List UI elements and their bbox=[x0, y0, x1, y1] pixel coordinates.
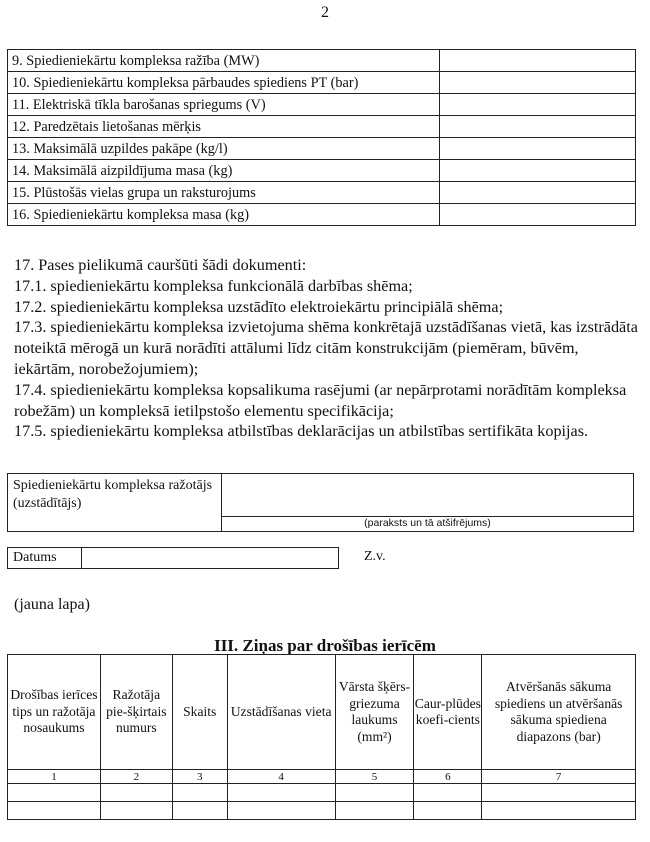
passport-row bbox=[8, 50, 636, 72]
passport-row-value[interactable] bbox=[440, 116, 636, 138]
table-cell[interactable] bbox=[100, 784, 172, 802]
table-cell[interactable] bbox=[414, 802, 482, 820]
section-title: III. Ziņas par drošības ierīcēm bbox=[214, 636, 436, 655]
passport-row-label: 11. Elektriskā tīkla barošanas spriegums (V) bbox=[8, 94, 440, 116]
table-cell[interactable] bbox=[227, 802, 335, 820]
passport-row bbox=[8, 160, 636, 182]
table-cell[interactable] bbox=[482, 784, 636, 802]
passport-row bbox=[8, 94, 636, 116]
col-header-quantity: Skaits bbox=[172, 655, 227, 770]
passport-row-value[interactable] bbox=[440, 72, 636, 94]
new-page-note: (jauna lapa) bbox=[14, 596, 90, 613]
table-cell[interactable] bbox=[172, 802, 227, 820]
date-field[interactable] bbox=[82, 548, 339, 569]
passport-row-label: 16. Spiedieniekārtu kompleksa masa (kg) bbox=[8, 204, 440, 226]
signature-caption: (paraksts un tā atšifrējums) bbox=[222, 516, 634, 531]
passport-row-label: 13. Maksimālā uzpildes pakāpe (kg/l) bbox=[8, 138, 440, 160]
table-cell[interactable] bbox=[8, 802, 101, 820]
passport-row-value[interactable] bbox=[440, 182, 636, 204]
table-cell[interactable] bbox=[172, 784, 227, 802]
page-number: 2 bbox=[321, 4, 329, 21]
passport-row bbox=[8, 116, 636, 138]
document-item: 17.5. spiedieniekārtu kompleksa atbilstības deklarācijas un atbilstības sertifikāta kopijas. bbox=[14, 422, 589, 441]
col-header-valve-area: Vārsta šķērs-griezuma laukums (mm²) bbox=[335, 655, 414, 770]
col-header-device-type: Drošības ierīces tips un ražotāja nosaukums bbox=[8, 655, 101, 770]
passport-row bbox=[8, 138, 636, 160]
safety-devices-table bbox=[7, 654, 636, 820]
column-number: 2 bbox=[100, 770, 172, 784]
column-number: 1 bbox=[8, 770, 101, 784]
table-cell[interactable] bbox=[8, 784, 101, 802]
passport-row-label: 15. Plūstošās vielas grupa un raksturojums bbox=[8, 182, 440, 204]
table-row bbox=[8, 802, 636, 820]
column-number: 3 bbox=[172, 770, 227, 784]
column-number: 7 bbox=[482, 770, 636, 784]
col-header-location: Uzstādīšanas vieta bbox=[227, 655, 335, 770]
documents-list bbox=[14, 255, 639, 442]
passport-row-label: 10. Spiedieniekārtu kompleksa pārbaudes spiediens PT (bar) bbox=[8, 72, 440, 94]
passport-row-value[interactable] bbox=[440, 50, 636, 72]
table-cell[interactable] bbox=[335, 784, 414, 802]
passport-row-value[interactable] bbox=[440, 204, 636, 226]
table-cell[interactable] bbox=[482, 802, 636, 820]
column-number: 5 bbox=[335, 770, 414, 784]
passport-row-value[interactable] bbox=[440, 138, 636, 160]
document-item: 17.2. spiedieniekārtu kompleksa uzstādīto elektroiekārtu principiālā shēma; bbox=[14, 297, 504, 316]
column-number-row bbox=[8, 770, 636, 784]
col-header-opening-pressure: Atvēršanās sākuma spiediens un atvēršanās sākuma spiediena diapazons (bar) bbox=[482, 655, 636, 770]
column-number: 4 bbox=[227, 770, 335, 784]
document-item: 17.1. spiedieniekārtu kompleksa funkcionālā darbības shēma; bbox=[14, 276, 413, 295]
date-label: Datums bbox=[8, 548, 82, 569]
table-cell[interactable] bbox=[227, 784, 335, 802]
date-table bbox=[7, 547, 339, 569]
table-row bbox=[8, 784, 636, 802]
table-cell[interactable] bbox=[100, 802, 172, 820]
col-header-flow-coefficient: Caur-plūdes koefi-cients bbox=[414, 655, 482, 770]
signature-field[interactable] bbox=[222, 474, 634, 517]
passport-row-label: 9. Spiedieniekārtu kompleksa ražība (MW) bbox=[8, 50, 440, 72]
manufacturer-label: Spiedieniekārtu kompleksa ražotājs (uzstādītājs) bbox=[8, 474, 222, 532]
column-number: 6 bbox=[414, 770, 482, 784]
col-header-serial-number: Ražotāja pie-šķirtais numurs bbox=[100, 655, 172, 770]
passport-row bbox=[8, 182, 636, 204]
passport-row-label: 12. Paredzētais lietošanas mērķis bbox=[8, 116, 440, 138]
passport-row-value[interactable] bbox=[440, 160, 636, 182]
passport-table bbox=[7, 49, 636, 226]
document-item: 17.3. spiedieniekārtu kompleksa izvietojuma shēma konkrētajā uzstādīšanas vietā, kas izstrādāta noteiktā mērogā un kurā norādīti attālumi līdz citām konstrukcijām (piemēram, būvēm, iekārtām, norobežojumiem); bbox=[14, 318, 638, 378]
document-item: 17.4. spiedieniekārtu kompleksa kopsalikuma rasējumi (ar nepārprotami norādītām kompleksa robežām) un kompleksā ietilpstošo elementu specifikācija; bbox=[14, 380, 627, 420]
passport-row bbox=[8, 204, 636, 226]
passport-row bbox=[8, 72, 636, 94]
table-cell[interactable] bbox=[414, 784, 482, 802]
documents-intro: 17. Pases pielikumā cauršūti šādi dokumenti: bbox=[14, 256, 307, 274]
table-cell[interactable] bbox=[335, 802, 414, 820]
manufacturer-table bbox=[7, 473, 634, 532]
passport-row-value[interactable] bbox=[440, 94, 636, 116]
passport-row-label: 14. Maksimālā aizpildījuma masa (kg) bbox=[8, 160, 440, 182]
seal-label: Z.v. bbox=[364, 549, 386, 564]
